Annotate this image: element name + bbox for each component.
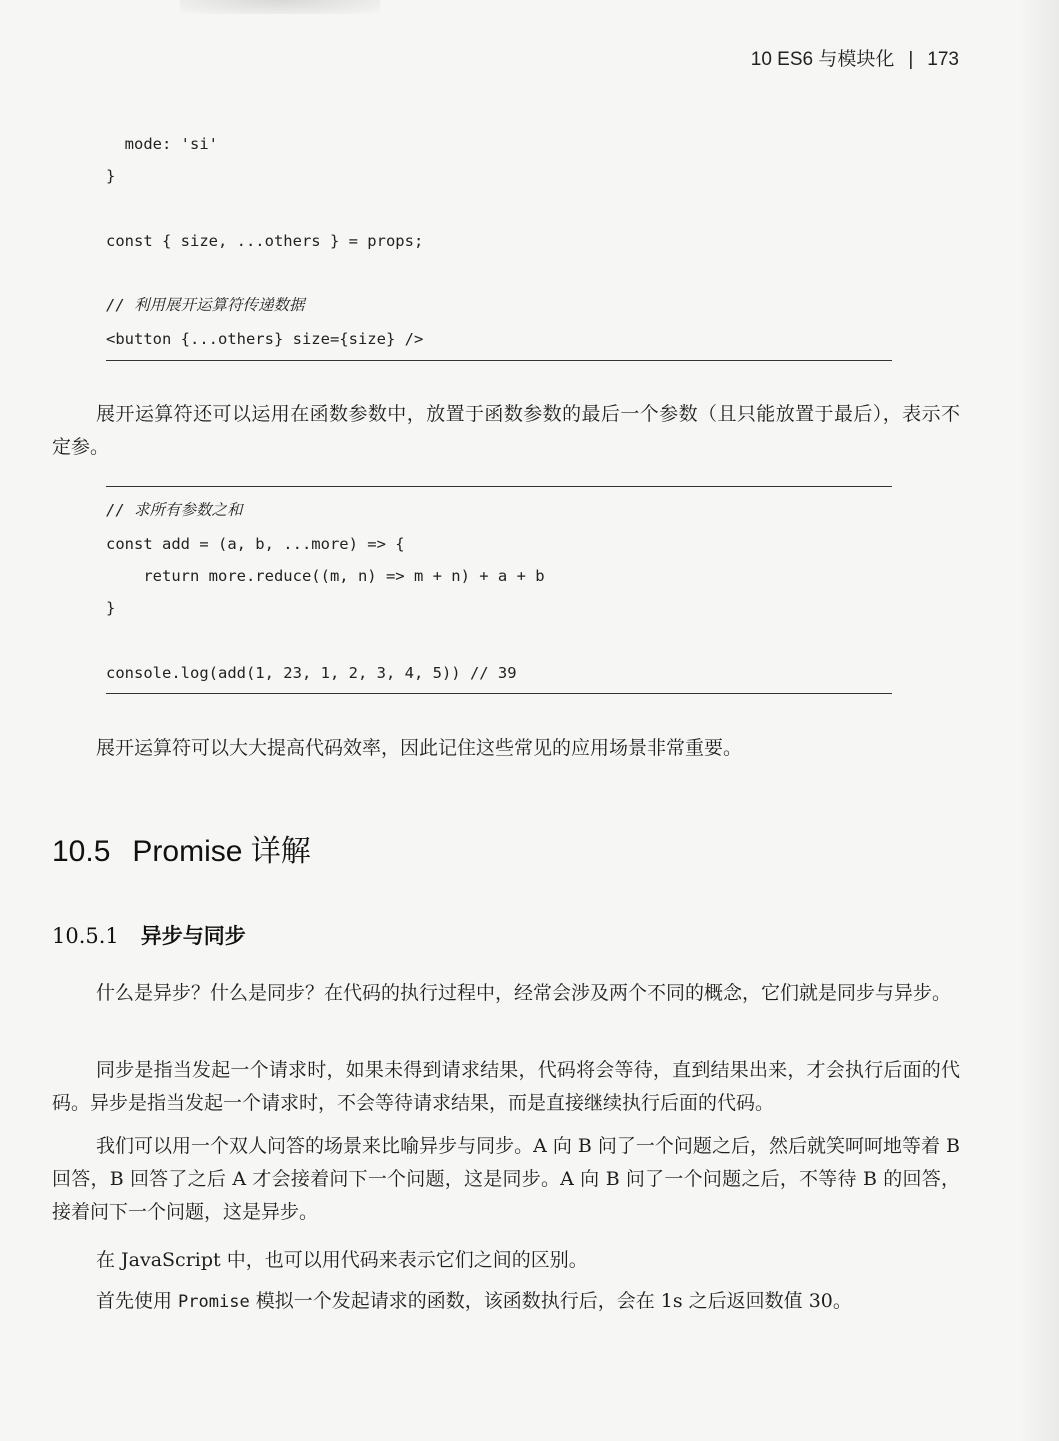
paragraph-text-after: 模拟一个发起请求的函数，该函数执行后，会在 1s 之后返回数值 30。: [249, 1290, 852, 1312]
paragraph: [52, 1244, 960, 1277]
header-page-number: 173: [927, 49, 959, 70]
paragraph-text: 我们可以用一个双人问答的场景来比喻异步与同步。A 向 B 问了一个问题之后，然后就笑呵呵地等着 B 回答，B 回答了之后 A 才会接着问下一个问题，这是同步。A 向 B 问了一个问题之后，不等待 B 的回答，接着问下一个问题，这是异步。: [52, 1135, 960, 1223]
code-line: }: [106, 599, 116, 617]
code-block-1-bottom-rule: [106, 360, 892, 361]
code-line: <button {...others} size={size} />: [106, 330, 424, 348]
inline-code: Promise: [178, 1292, 250, 1312]
page-edge-shadow: [1019, 0, 1059, 1441]
paragraph: [52, 1054, 960, 1120]
code-line: const { size, ...others } = props;: [106, 232, 424, 250]
code-block-2-bottom-rule: [106, 693, 892, 694]
paragraph-text: 展开运算符可以大大提高代码效率，因此记住这些常见的应用场景非常重要。: [96, 737, 743, 759]
section-title: Promise 详解: [132, 835, 311, 868]
paragraph-text: 在 JavaScript 中，也可以用代码来表示它们之间的区别。: [96, 1249, 588, 1271]
code-comment: // 利用展开运算符传递数据: [106, 296, 305, 314]
paragraph-text: 什么是异步？什么是同步？在代码的执行过程中，经常会涉及两个不同的概念，它们就是同步与异步。: [96, 982, 952, 1004]
paragraph: [52, 1130, 960, 1229]
code-line: mode: 'si': [106, 135, 218, 153]
paragraph-text-before: 首先使用: [96, 1290, 179, 1312]
section-heading: [52, 826, 311, 870]
code-line: console.log(add(1, 23, 1, 2, 3, 4, 5)) // 39: [106, 664, 517, 682]
paragraph-text: 展开运算符还可以运用在函数参数中，放置于函数参数的最后一个参数（且只能放置于最后），表示不定参。: [52, 403, 960, 458]
subsection-number: 10.5.1: [52, 924, 119, 948]
header-separator: |: [908, 49, 914, 70]
paragraph: [52, 977, 960, 1010]
section-number: 10.5: [52, 835, 111, 868]
code-line: const add = (a, b, ...more) => {: [106, 535, 405, 553]
subsection-heading: [52, 920, 246, 950]
top-shadow: [180, 0, 380, 14]
code-line: return more.reduce((m, n) => m + n) + a + b: [106, 567, 545, 585]
code-line: }: [106, 167, 116, 185]
running-header: [751, 44, 959, 71]
paragraph: [52, 1285, 960, 1319]
paragraph: [52, 398, 960, 464]
code-comment: // 求所有参数之和: [106, 501, 243, 519]
header-chapter: 10 ES6 与模块化: [750, 49, 895, 70]
subsection-title: 异步与同步: [140, 923, 246, 948]
paragraph-text: 同步是指当发起一个请求时，如果未得到请求结果，代码将会等待，直到结果出来，才会执行后面的代码。异步是指当发起一个请求时，不会等待请求结果，而是直接继续执行后面的代码。: [52, 1059, 960, 1114]
paragraph: [52, 732, 960, 765]
code-block-2-top-rule: [106, 486, 892, 487]
